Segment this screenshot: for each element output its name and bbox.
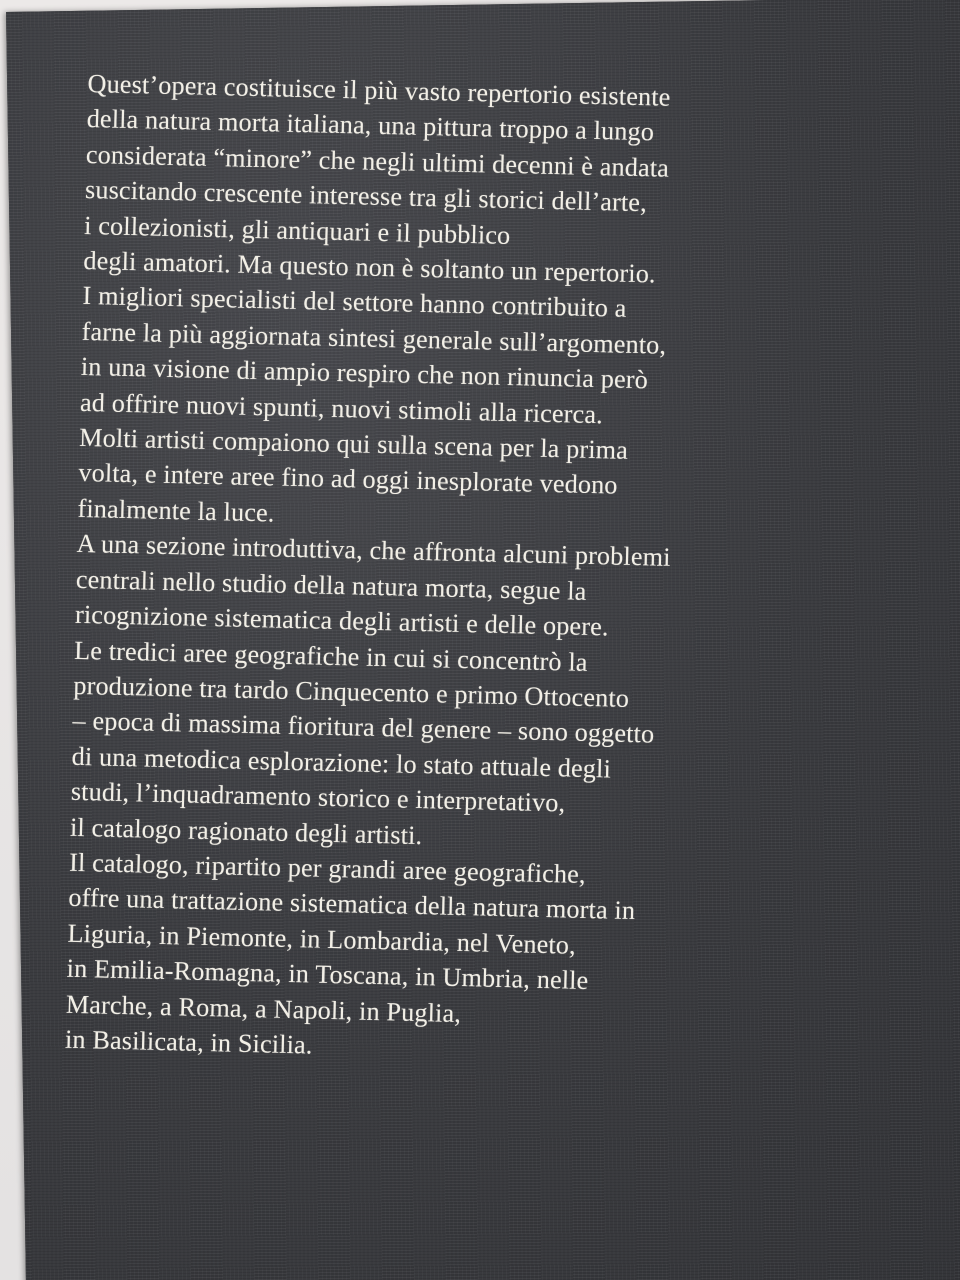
blurb-line: ricognizione sistematica degli artisti e delle opere. bbox=[74, 599, 609, 642]
blurb-line: considerata “minore” che negli ultimi decenni è andata bbox=[85, 139, 670, 183]
blurb-line: centrali nello studio della natura morta, segue la bbox=[75, 564, 587, 606]
blurb-line: della natura morta italiana, una pittura troppo a lungo bbox=[86, 104, 655, 147]
blurb-line: ad offrire nuovi spunti, nuovi stimoli alla ricerca. bbox=[79, 387, 604, 429]
blurb-line: finalmente la luce. bbox=[77, 493, 275, 528]
blurb-line: suscitando crescente interesse tra gli storici dell’arte, bbox=[84, 175, 648, 218]
blurb-line: offre una trattazione sistematica della natura morta in bbox=[68, 883, 636, 926]
blurb-line: – epoca di massima fioritura del genere – sono oggetto bbox=[72, 706, 655, 749]
blurb-line: i collezionisti, gli antiquari e il pubblico bbox=[83, 210, 511, 250]
blurb-line: il catalogo ragionato degli artisti. bbox=[69, 812, 423, 850]
blurb-line: Liguria, in Piemonte, in Lombardia, nel Veneto, bbox=[67, 918, 577, 960]
blurb-line: in Basilicata, in Sicilia. bbox=[64, 1024, 313, 1060]
blurb-line: I migliori specialisti del settore hanno contribuito a bbox=[82, 281, 627, 324]
blurb-line: in Emilia-Romagna, in Toscana, in Umbria, nelle bbox=[66, 953, 589, 996]
blurb-line: Marche, a Roma, a Napoli, in Puglia, bbox=[65, 989, 462, 1028]
blurb-line: produzione tra tardo Cinquecento e primo Ottocento bbox=[73, 670, 630, 713]
blurb-line: degli amatori. Ma questo non è soltanto un repertorio. bbox=[83, 245, 657, 289]
blurb-line: volta, e intere aree fino ad oggi inesplorate vedono bbox=[78, 458, 618, 501]
blurb-line: Quest’opera costituisce il più vasto repertorio esistente bbox=[87, 68, 671, 112]
blurb-line: di una metodica esplorazione: lo stato attuale degli bbox=[71, 741, 612, 784]
back-cover-blurb bbox=[65, 66, 878, 1076]
blurb-line: Il catalogo, ripartito per grandi aree geografiche, bbox=[68, 847, 587, 889]
blurb-line: Le tredici aree geografiche in cui si concentrò la bbox=[73, 635, 588, 677]
blurb-line: farne la più aggiornata sintesi generale sull’argomento, bbox=[81, 316, 667, 360]
blurb-line: Molti artisti compaiono qui sulla scena per la prima bbox=[78, 422, 629, 465]
blurb-line: studi, l’inquadramento storico e interpretativo, bbox=[70, 776, 566, 818]
blurb-line: A una sezione introduttiva, che affronta alcuni problemi bbox=[76, 529, 671, 573]
blurb-line: in una visione di ampio respiro che non rinuncia però bbox=[80, 352, 649, 395]
